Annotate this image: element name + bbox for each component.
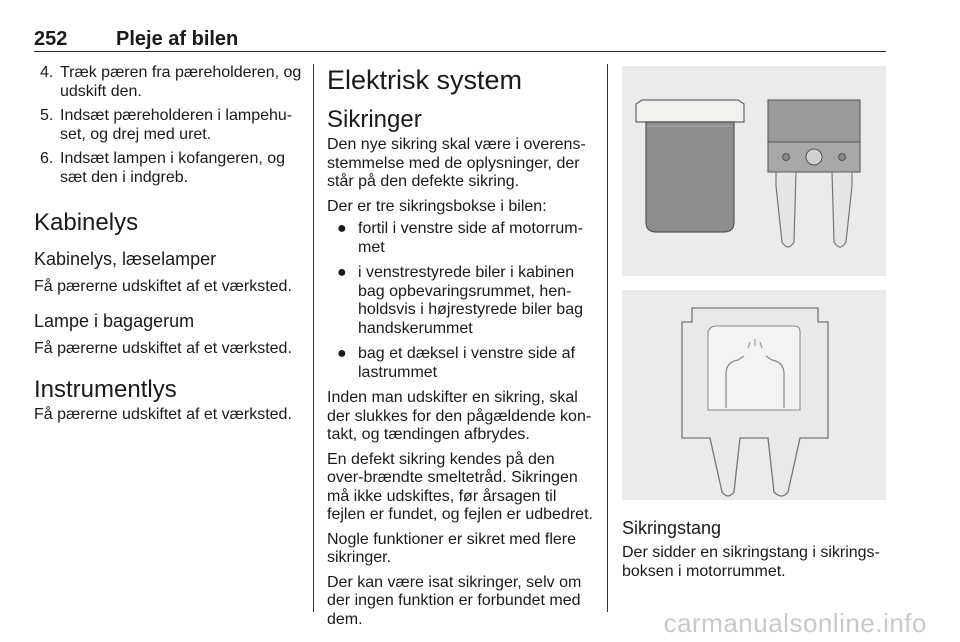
heading-instrumentlys: Instrumentlys	[34, 376, 177, 403]
paragraph: Nogle funktioner er sikret med flere sikringer.	[327, 530, 576, 566]
blown-fuse-illustration	[622, 290, 886, 500]
bullet-icon: ●	[337, 264, 347, 281]
heading-elektrisk-system: Elektrisk system	[327, 65, 523, 95]
blown-fuse-icon	[682, 308, 828, 496]
step-list	[34, 64, 304, 187]
paragraph: En defekt sikring kendes på den over-brændte smeltetråd. Sikringen må ikke udskiftes, før årsagen til fejlen er fundet, og fejlen er udbedret.	[327, 450, 593, 523]
blown-fuse-panel	[622, 290, 886, 500]
fuse-side-view-icon	[636, 100, 744, 232]
text-bagagerum: Få pærerne udskiftet af et værksted.	[34, 339, 292, 357]
left-column	[34, 64, 304, 425]
step-item: 6. Indsæt lampen i kofangeren, og sæt den i indgreb.	[40, 150, 286, 186]
page-header	[34, 27, 886, 52]
text-laeselamper: Få pærerne udskiftet af et værksted.	[34, 278, 292, 295]
fuse-side-views-illustration	[622, 66, 886, 276]
heading-kabinelys: Kabinelys	[34, 209, 139, 236]
watermark: carmanualsonline.info	[663, 608, 927, 638]
page-number: 252	[34, 28, 68, 50]
step-item: 4. Træk pæren fra pæreholderen, og udskift den.	[40, 64, 302, 100]
step-item: 5. Indsæt pæreholderen i lampehu-set, og drej med uret.	[40, 107, 293, 143]
paragraph: Der er tre sikringsbokse i bilen:	[327, 197, 547, 215]
fuse-box-list	[327, 220, 595, 382]
heading-sikringer: Sikringer	[327, 106, 422, 133]
list-item: ● bag et dæksel i venstre side af lastrummet	[337, 345, 576, 381]
fuse-illustration-panel	[622, 66, 886, 276]
heading-laeselamper: Kabinelys, læselamper	[34, 249, 217, 269]
section-title: Pleje af bilen	[116, 28, 239, 50]
text-instrumentlys: Få pærerne udskiftet af et værksted.	[34, 406, 292, 423]
column-divider	[313, 64, 314, 612]
paragraph: Inden man udskifter en sikring, skal der slukkes for den pågældende kon-takt, og tændingen afbrydes.	[327, 389, 592, 443]
right-column-text	[622, 517, 887, 581]
fuse-front-view-icon	[768, 100, 860, 247]
list-item: ● i venstrestyrede biler i kabinen bag opbevaringsrummet, hen-holdsvis i højrestyrede biler bag handskerummet	[337, 264, 583, 337]
middle-column	[327, 64, 595, 629]
paragraph: Der kan være isat sikringer, selv om der ingen funktion er forbundet med dem.	[327, 573, 582, 628]
bullet-icon: ●	[337, 345, 347, 362]
column-divider	[607, 64, 608, 612]
heading-sikringstang: Sikringstang	[622, 518, 722, 538]
list-item: ● fortil i venstre side af motorrum-met	[337, 220, 583, 256]
heading-bagagerum: Lampe i bagagerum	[34, 310, 195, 331]
paragraph: Den nye sikring skal være i overens-stemmelse med de oplysninger, der står på den defekte sikring.	[327, 136, 586, 190]
bullet-icon: ●	[337, 220, 347, 237]
text-sikringstang: Der sidder en sikringstang i sikrings-boksen i motorrummet.	[622, 544, 880, 580]
